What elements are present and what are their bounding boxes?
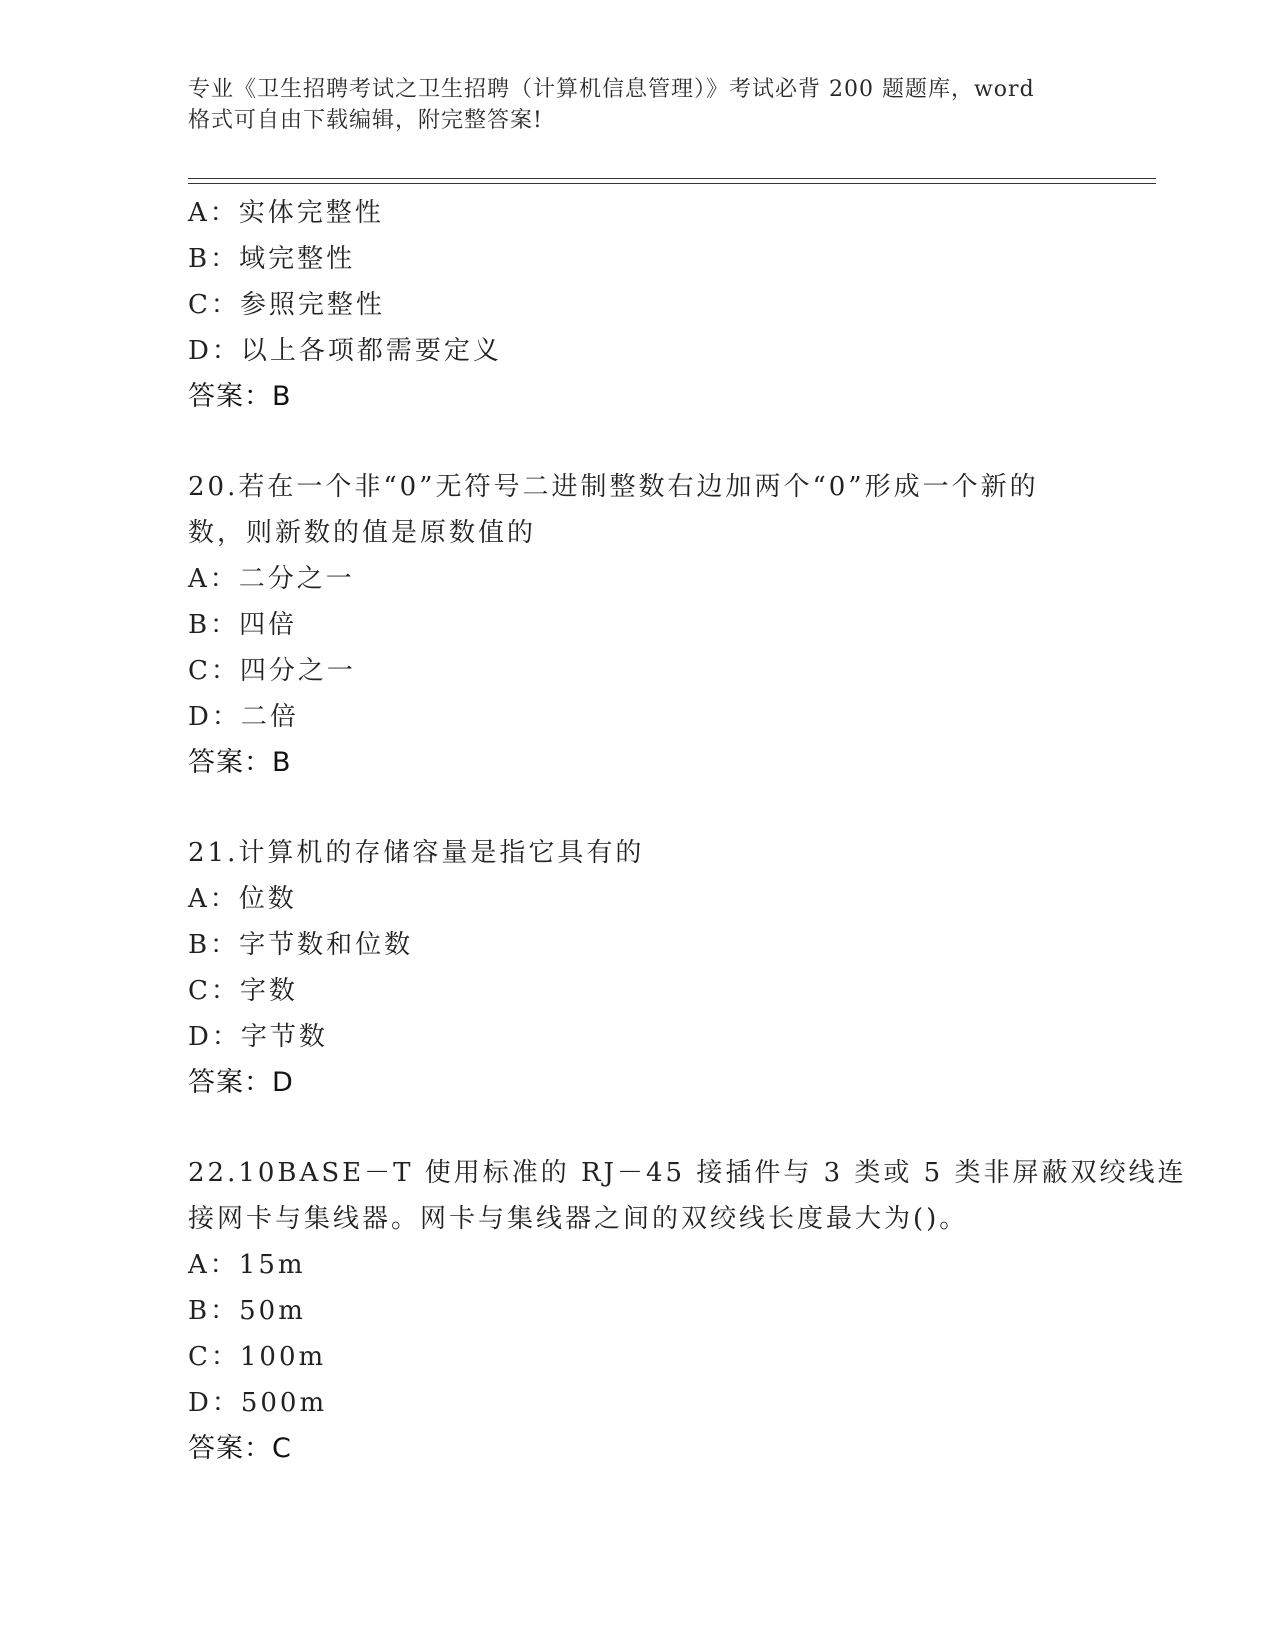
option-b: B：域完整性 [188,244,356,274]
header-divider-bottom [188,183,1156,184]
option-c: C：字数 [188,976,298,1006]
question-block [188,190,1148,420]
option-c: C：四分之一 [188,656,356,686]
option-d: D：500m [188,1388,328,1418]
answer-line: 答案：C [188,1433,292,1464]
header-line-2: 格式可自由下载编辑，附完整答案! [188,108,543,133]
option-a: A：15m [188,1250,306,1280]
question-block [188,830,1148,1106]
option-d: D：二倍 [188,702,299,732]
option-b: B：字节数和位数 [188,930,414,960]
answer-line: 答案：B [188,381,292,412]
header-divider-top [188,178,1156,179]
question-text: 21.计算机的存储容量是指它具有的 [188,838,645,868]
header-line-1: 专业《卫生招聘考试之卫生招聘（计算机信息管理）》考试必背 200 题题库，word [188,77,1035,102]
answer-line: 答案：B [188,747,292,778]
option-a: A：二分之一 [188,564,355,594]
question-block [188,464,1148,786]
document-header [188,74,1088,136]
question-text: 数，则新数的值是原数值的 [188,518,537,548]
option-d: D：字节数 [188,1022,328,1052]
option-a: A：实体完整性 [188,198,384,228]
question-text: 22.10BASE－T 使用标准的 RJ－45 接插件与 3 类或 5 类非屏蔽双绞线连 [188,1158,1187,1188]
question-block [188,1150,1187,1472]
option-b: B：四倍 [188,610,298,640]
question-text: 接网卡与集线器。网卡与集线器之间的双绞线长度最大为()。 [188,1204,969,1234]
option-a: A：位数 [188,884,297,914]
option-b: B：50m [188,1296,306,1326]
option-c: C：100m [188,1342,327,1372]
question-list [188,190,1187,1472]
option-c: C：参照完整性 [188,290,385,320]
answer-line: 答案：D [188,1067,294,1098]
option-d: D：以上各项都需要定义 [188,336,502,366]
question-text: 20.若在一个非“0”无符号二进制整数右边加两个“0”形成一个新的 [188,472,1039,502]
